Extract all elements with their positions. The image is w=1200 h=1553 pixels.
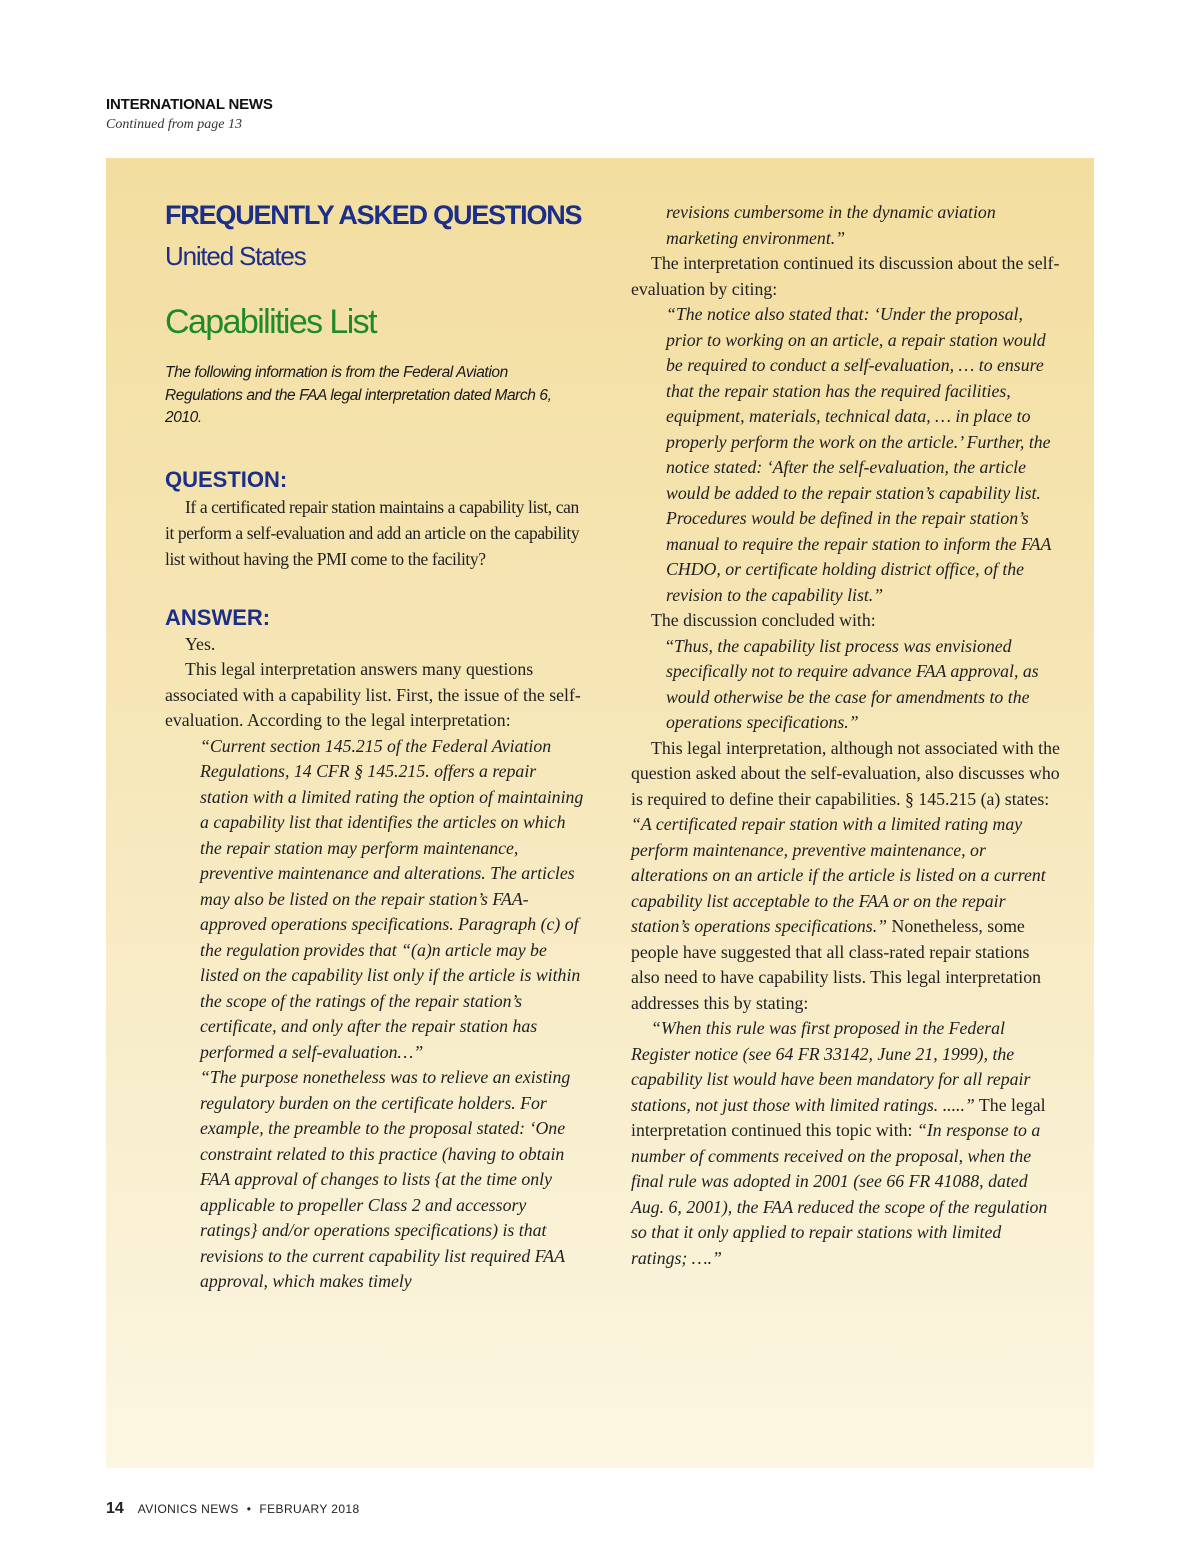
issue-date: FEBRUARY 2018	[259, 1502, 360, 1516]
quote-conclusion-text: Thus, the capability list process was envisioned specifically not to require advance FAA approval, as would otherwise be the case for amendments to the operations specifications.”	[666, 635, 1039, 732]
section-tag: INTERNATIONAL NEWS	[106, 96, 273, 113]
right-column	[631, 200, 1061, 1271]
question-heading: QUESTION:	[165, 466, 288, 492]
quote-open-mark: “	[666, 635, 674, 656]
paragraph-continued-topic: The legal interpretation continued this topic with:	[631, 1094, 1046, 1140]
paragraph-define-a: This legal interpretation, although not associated with the question asked about the self-evaluation, also discusses who is required to define their capabilities. § 145.215 (a) states:	[631, 737, 1060, 809]
publication-name: AVIONICS NEWS	[137, 1502, 239, 1516]
paragraph-define-c: Nonetheless, some people have suggested that all class-rated repair stations also need to have capability lists. This legal interpretation addresses this by stating:	[631, 916, 1042, 1013]
quote-final-rule: “In response to a number of comments received on the proposal, when the final rule was adopted in 2001 (see 66 FR 41088, dated Aug. 6, 2001), the FAA reduced the scope of the regulation so that it only applied to repair stations with limited ratings; ….”	[631, 1120, 1048, 1268]
quote-purpose: “The purpose nonetheless was to relieve an existing regulatory burden on the certificate holders. For example, the preamble to the proposal stated: ‘One constraint related to this practice (having to obtain FAA approval of changes to lists {at the time only applicable to propeller Class 2 and accessory ratings} and/or operations specifications) is that revisions to the current capability list required FAA approval, which makes timely	[200, 1067, 571, 1291]
faq-subtitle: United States	[165, 241, 306, 271]
quote-federal-register: “When this rule was first proposed in the Federal Register notice (see 64 FR 33142, June 21, 1999), the capability list would have been mandatory for all repair stations, not just those with limited ratings. .....”	[631, 1018, 1031, 1115]
quote-145-215-a: “A certificated repair station with a limited rating may perform maintenance, preventive maintenance, or alterations on an article if the article is listed on a current capability list acceptable to the FAA or on the repair station’s operations specifications.”	[631, 814, 1046, 936]
left-column	[165, 198, 585, 1295]
page-footer	[106, 1500, 360, 1518]
paragraph-discussion: The interpretation continued its discussion about the self-evaluation by citing:	[631, 253, 1060, 299]
intro-text: The following information is from the Federal Aviation Regulations and the FAA legal interpretation dated March 6, 2010.	[165, 364, 552, 426]
quote-conclusion	[631, 634, 1061, 736]
quote-purpose-continued: revisions cumbersome in the dynamic aviation marketing environment.”	[666, 202, 996, 248]
answer-paragraph: This legal interpretation answers many questions associated with a capability list. First, the issue of the self-evaluation. According to the legal interpretation:	[165, 659, 581, 730]
footer-separator: •	[246, 1502, 252, 1516]
faq-title: FREQUENTLY ASKED QUESTIONS	[165, 200, 582, 230]
page-number: 14	[106, 1500, 124, 1517]
answer-heading: ANSWER:	[165, 604, 271, 630]
answer-yes: Yes.	[185, 633, 216, 654]
paragraph-federal-register	[631, 1016, 1061, 1271]
quote-notice: “The notice also stated that: ‘Under the proposal, prior to working on an article, a repair station would be required to conduct a self-evaluation, … to ensure that the repair station has the required facilities, equipment, materials, technical data, … in place to properly perform the work on the article.’ Further, the notice stated: ‘After the self-evaluation, the article would be added to the repair station’s capability list. Procedures would be defined in the repair station’s manual to require the repair station to inform the FAA CHDO, or certificate holding district office, of the revision to the capability list.”	[666, 304, 1052, 605]
quote-section-145-215: “Current section 145.215 of the Federal Aviation Regulations, 14 CFR § 145.215. offers a repair station with a limited rating the option of maintaining a capability list that identifies the articles on which the repair station may perform maintenance, preventive maintenance and alterations. The articles may also be listed on the repair station’s FAA-approved operations specifications. Paragraph (c) of the regulation provides that “(a)n article may be listed on the capability list only if the article is within the scope of the ratings of the repair station’s certificate, and only after the repair station has performed a self-evaluation…”	[200, 735, 584, 1062]
paragraph-define-capabilities	[631, 736, 1061, 1017]
topic-title: Capabilities List	[165, 303, 376, 341]
paragraph-concluded: The discussion concluded with:	[651, 610, 876, 630]
continued-note: Continued from page 13	[106, 117, 242, 132]
question-text: If a certificated repair station maintains a capability list, can it perform a self-evaluation and add an article on the capability list without having the PMI come to the facility?	[165, 496, 580, 569]
